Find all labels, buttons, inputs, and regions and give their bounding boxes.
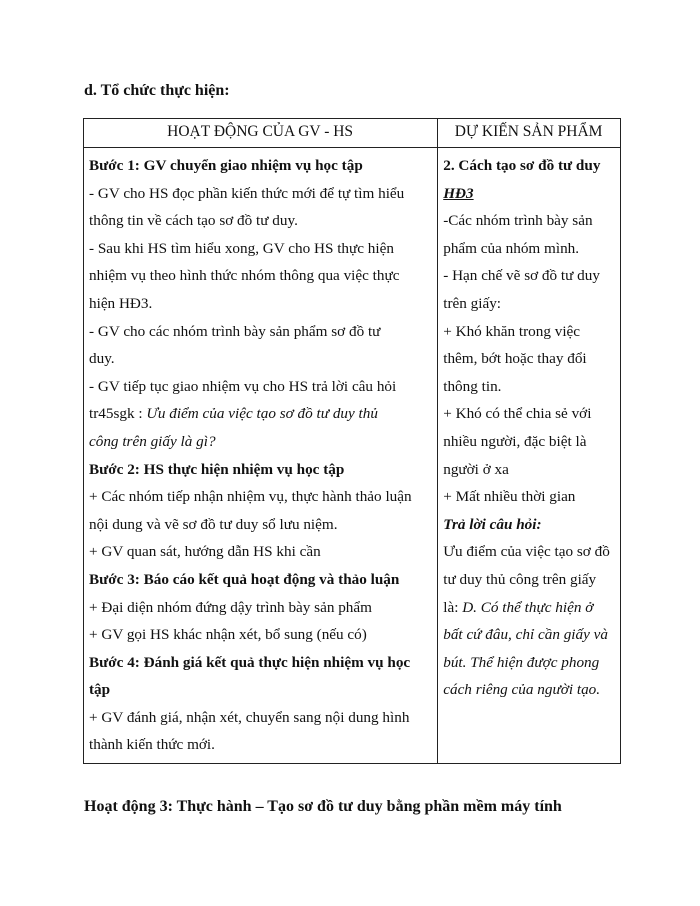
product-cell	[438, 148, 621, 764]
activity-line: thành kiến thức mới.	[89, 736, 215, 754]
activity-line	[89, 400, 431, 428]
header-expected-product: DỰ KIẾN SẢN PHẨM	[438, 119, 621, 148]
header-teacher-student-activity: HOẠT ĐỘNG CỦA GV - HS	[84, 119, 438, 148]
activity-line: tập	[89, 681, 111, 699]
activity-line: - Sau khi HS tìm hiểu xong, GV cho HS thực hiện	[89, 239, 394, 257]
activity-line-lead: tr45sgk :	[89, 405, 147, 423]
activity-line: Bước 1: GV chuyển giao nhiệm vụ học tập	[89, 157, 363, 174]
product-line: HĐ3	[443, 184, 474, 202]
product-line: Ưu điểm của việc tạo sơ đồ	[443, 543, 610, 561]
product-line: thêm, bớt hoặc thay đổi	[443, 350, 587, 368]
table-header-row	[84, 119, 621, 148]
activity-line: Bước 4: Đánh giá kết quả thực hiện nhiệm vụ học	[89, 653, 411, 671]
product-line: nhiều người, đặc biệt là	[443, 432, 587, 450]
product-line: -Các nhóm trình bày sản	[443, 212, 593, 230]
product-line-lead: là:	[443, 598, 463, 616]
activity-line: thông tin về cách tạo sơ đồ tư duy.	[89, 212, 298, 230]
activity-line: duy.	[89, 350, 115, 368]
section-heading: d. Tổ chức thực hiện:	[84, 82, 230, 99]
activity-line: nhiệm vụ theo hình thức nhóm thông qua việc thực	[89, 267, 400, 285]
activity-line: - GV tiếp tục giao nhiệm vụ cho HS trả lời câu hỏi	[89, 377, 397, 395]
table-body-row	[84, 148, 621, 764]
product-line: + Mất nhiều thời gian	[443, 488, 576, 506]
product-line: tư duy thủ công trên giấy	[443, 570, 597, 588]
product-line: + Khó khăn trong việc	[443, 322, 581, 340]
activity-line: công trên giấy là gì?	[89, 432, 216, 450]
activity-line: + Đại diện nhóm đứng dậy trình bày sản phẩm	[89, 598, 372, 616]
product-line: phẩm của nhóm mình.	[443, 239, 580, 257]
activity-table	[83, 118, 621, 764]
product-line: cách riêng của người tạo.	[443, 681, 601, 699]
product-line: thông tin.	[443, 377, 502, 395]
activity-line: Bước 2: HS thực hiện nhiệm vụ học tập	[89, 460, 345, 478]
activity-line: nội dung và vẽ sơ đồ tư duy sổ lưu niệm.	[89, 515, 338, 533]
activity-line: hiện HĐ3.	[89, 294, 153, 312]
activity-line: Bước 3: Báo cáo kết quả hoạt động và thảo luận	[89, 570, 400, 588]
activity-line: - GV cho các nhóm trình bày sản phẩm sơ đồ tư	[89, 322, 381, 340]
product-line: người ở xa	[443, 460, 509, 478]
activity-cell	[84, 148, 438, 764]
product-line	[443, 594, 614, 622]
activity-3-heading: Hoạt động 3: Thực hành – Tạo sơ đồ tư duy bằng phần mềm máy tính	[84, 798, 562, 815]
activity-line: + GV đánh giá, nhận xét, chuyển sang nội dung hình	[89, 708, 410, 726]
product-line: Trả lời câu hỏi:	[443, 515, 542, 533]
activity-line: - GV cho HS đọc phần kiến thức mới để tự tìm hiểu	[89, 184, 405, 202]
product-line: + Khó có thể chia sẻ với	[443, 405, 592, 423]
product-line: bút. Thể hiện được phong	[443, 653, 600, 671]
activity-line-italic: Ưu điểm của việc tạo sơ đồ tư duy thủ	[146, 405, 378, 423]
activity-line: + GV quan sát, hướng dẫn HS khi cần	[89, 543, 321, 561]
activity-line: + Các nhóm tiếp nhận nhiệm vụ, thực hành thảo luận	[89, 488, 412, 506]
product-line-italic: D. Có thể thực hiện ở	[462, 598, 594, 616]
activity-line: + GV gọi HS khác nhận xét, bổ sung (nếu có)	[89, 626, 367, 644]
product-line: 2. Cách tạo sơ đồ tư duy	[443, 157, 601, 174]
product-line: trên giấy:	[443, 294, 502, 312]
product-line: bất cứ đâu, chỉ cần giấy và	[443, 626, 608, 644]
product-line: - Hạn chế vẽ sơ đồ tư duy	[443, 267, 600, 285]
